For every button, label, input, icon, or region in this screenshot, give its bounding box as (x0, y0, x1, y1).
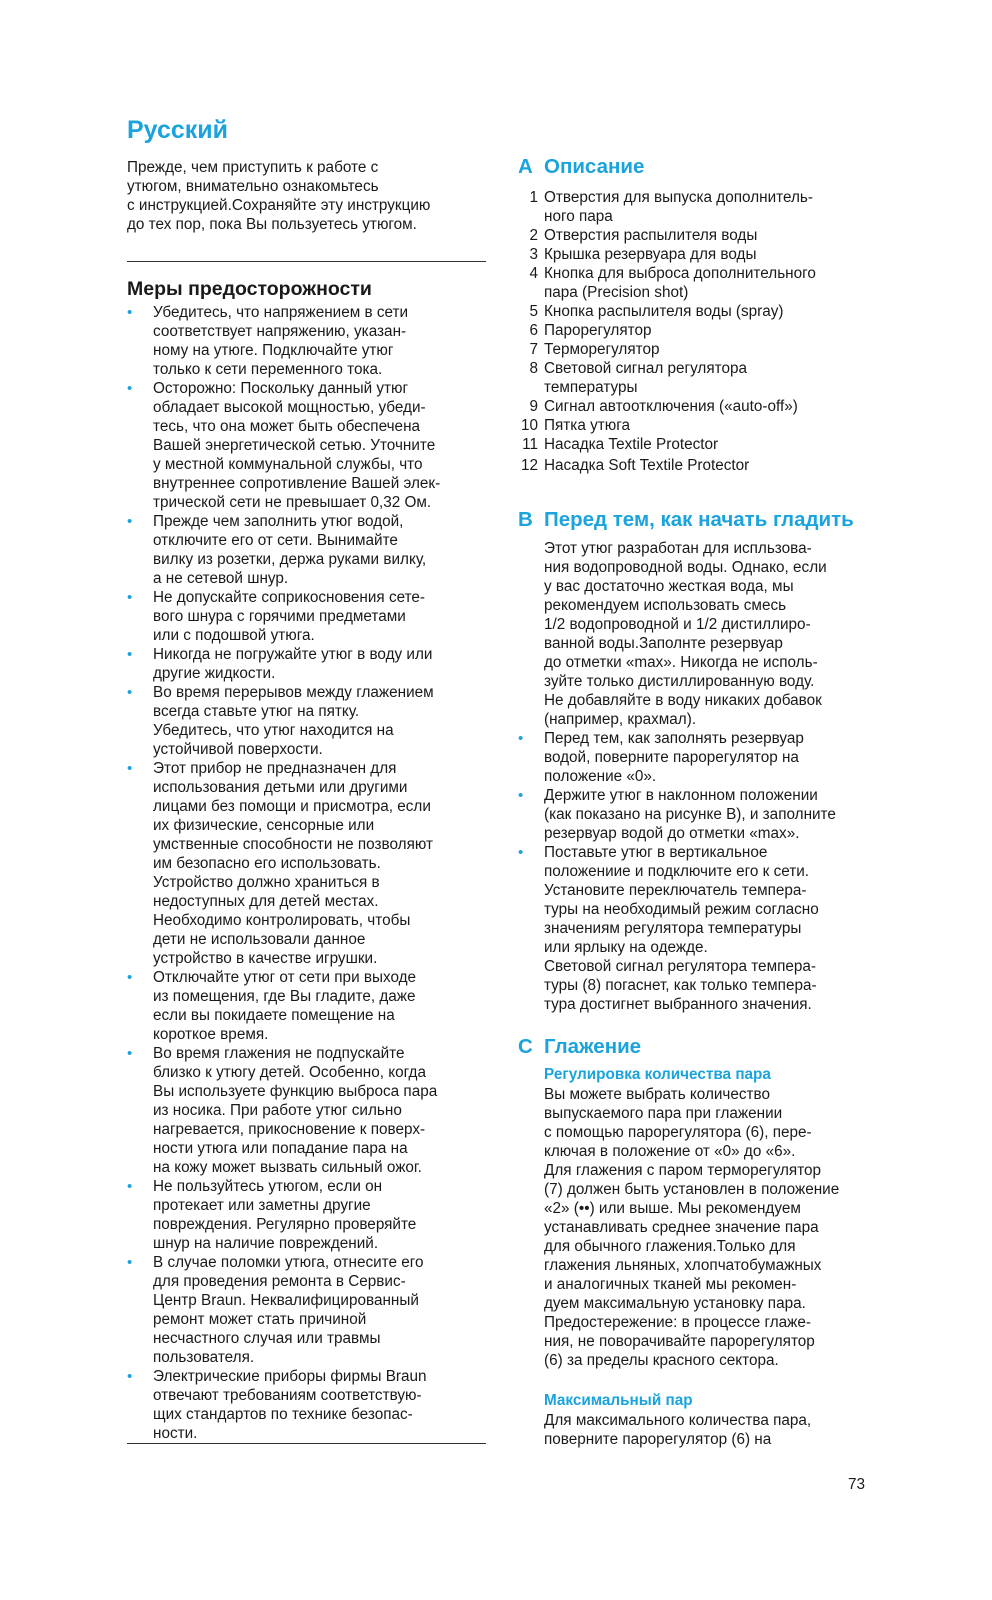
list-item: • Прежде чем заполнить утюг водой, отключите его от сети. Вынимайте вилку из розетки, держа руками вилку, а не сетевой шнур. (127, 513, 427, 587)
bullet-icon: • (127, 646, 133, 663)
list-item: • Убедитесь, что напряжением в сети соответствует напряжению, указан- ному на утюге. Подключайте утюг только к сети переменного тока. (127, 304, 409, 378)
description-list (518, 188, 888, 475)
precautions-list (127, 303, 487, 1443)
section-b-list (518, 729, 888, 1014)
list-item: 6 Парорегулятор (529, 322, 652, 339)
list-item: 4 Кнопка для выброса дополнительного пара (Precision shot) (529, 265, 816, 301)
list-item: 5 Кнопка распылителя воды (spray) (529, 303, 784, 320)
list-item: 3 Крышка резервуара для воды (529, 246, 757, 263)
list-item: • Перед тем, как заполнять резервуар водой, поверните парорегулятор на положение «0». (518, 730, 804, 785)
list-item: • Не допускайте соприкосновения сете- вого шнура с горячими предметами или с подошвой утюга. (127, 589, 426, 644)
bullet-icon: • (127, 760, 133, 777)
bullet-icon: • (127, 1045, 133, 1062)
divider-bottom (127, 1443, 486, 1444)
bullet-icon: • (127, 1368, 133, 1385)
precautions-title: Меры предосторожности (127, 278, 372, 300)
section-c-heading: C Глажение (518, 1035, 642, 1058)
divider-top (127, 261, 486, 262)
list-item: • Поставьте утюг в вертикальное положениие и подключите его к сети. Установите переключатель темпера- туры на необходимый режим согласно значениям регулятора температуры или ярлыку на одежде. Световой сигнал регулятора темпера- туры (8) погаснет, как только темпера- тура достигнет выбранного значения. (518, 844, 819, 1013)
section-b-heading: B Перед тем, как начать гладить (518, 508, 854, 531)
list-item: • Отключайте утюг от сети при выходе из помещения, где Вы гладите, даже если вы покидаете помещение на короткое время. (127, 969, 417, 1043)
list-item: • Электрические приборы фирмы Braun отвечают требованиям соответствую- щих стандартов по технике безопас- ности. (127, 1368, 427, 1442)
bullet-icon: • (127, 684, 133, 701)
bullet-icon: • (518, 787, 524, 804)
bullet-icon: • (518, 730, 524, 747)
steam-regulation-text: Вы можете выбрать количество выпускаемого пара при глажении с помощью парорегулятора (6), пере- ключая в положение от «0» до «6». Для глажения с паром терморегулятор (7) должен быть установлен в положение «2» (••) или выше. Мы рекомендуем устанавливать среднее значение пара для обычного глажения.Только для глажения льняных, хлопчатобумажных и аналогичных тканей мы рекомен- дуем максимальную установку пара. Предостережение: в процессе глаже- ния, не поворачивайте парорегулятор (6) за пределы красного сектора. (544, 1086, 840, 1369)
page-number: 73 (848, 1476, 866, 1493)
list-item: 2 Отверстия распылителя воды (529, 227, 758, 244)
bullet-icon: • (127, 589, 133, 606)
list-item: • Этот прибор не предназначен для использования детьми или другими лицами без помощи и присмотра, если их физические, сенсорные или умственные способности не позволяют им безопасно его использовать. Устройство должно храниться в недоступных для детей местах. Необходимо контролировать, чтобы дети не использовали данное устройство в качестве игрушки. (127, 760, 434, 967)
list-item: • Осторожно: Поскольку данный утюг обладает высокой мощностью, убеди- тесь, что она может быть обеспечена Вашей энергетической сетью. Уточните у местной коммунальной службы, что внутреннее сопротивление Вашей элек- трической сети не превышает 0,32 Ом. (127, 380, 441, 511)
bullet-icon: • (127, 304, 133, 321)
section-b-intro: Этот утюг разработан для испльзова- ния водопроводной воды. Однако, если у вас достаточно жесткая вода, мы рекомендуем использовать смесь 1/2 водопроводной и 1/2 дистиллиро- ванной воды.Заполнте резервуар до отметки «max». Никогда не исполь- зуйте только дистиллированную воду. Не добавляйте в воду никаких добавок (например, крахмал). (544, 540, 827, 728)
list-item: • Никогда не погружайте утюг в воду или другие жидкости. (127, 646, 433, 682)
bullet-icon: • (127, 969, 133, 986)
bullet-icon: • (518, 844, 524, 861)
bullet-icon: • (127, 1254, 133, 1271)
bullet-icon: • (127, 1178, 133, 1195)
bullet-icon: • (127, 380, 133, 397)
bullet-icon: • (127, 513, 133, 530)
list-item: 7 Терморегулятор (529, 341, 660, 358)
list-item: 1 Отверстия для выпуска дополнитель- ного пара (529, 189, 813, 225)
list-item: • Во время глажения не подпускайте близко к утюгу детей. Особенно, когда Вы используете функцию выброса пара из носика. При работе утюг сильно нагревается, прикосновение к поверх- ности утюга или попадание пара на на кожу может вызвать сильный ожог. (127, 1045, 438, 1176)
list-item: 12 Насадка Soft Textile Protector (520, 457, 750, 474)
list-item: • Не пользуйтесь утюгом, если он протекает или заметны другие повреждения. Регулярно проверяйте шнур на наличие повреждений. (127, 1178, 417, 1252)
language-title: Русский (127, 116, 229, 144)
list-item: 9 Сигнал автоотключения («auto-off») (529, 398, 798, 415)
list-item: • Во время перерывов между глажением всегда ставьте утюг на пятку. Убедитесь, что утюг находится на устойчивой поверхости. (127, 684, 434, 758)
max-steam-subtitle: Максимальный пар (544, 1392, 693, 1409)
list-item: • В случае поломки утюга, отнесите его для проведения ремонта в Сервис- Центр Braun. Неквалифицированный ремонт может стать причиной несчастного случая или травмы пользователя. (127, 1254, 424, 1366)
steam-regulation-subtitle: Регулировка количества пара (544, 1066, 771, 1083)
intro-paragraph: Прежде, чем приступить к работе с утюгом, внимательно ознакомьтесь с инструкцией.Сохраняйте эту инструкцию до тех пор, пока Вы пользуетесь утюгом. (127, 159, 431, 233)
list-item: • Держите утюг в наклонном положении (как показано на рисунке B), и заполните резервуар водой до отметки «max». (518, 787, 836, 842)
list-item: 8 Световой сигнал регулятора температуры (529, 360, 747, 396)
list-item: 11 Насадка Textile Protector (522, 436, 719, 453)
max-steam-text: Для максимального количества пара, поверните парорегулятор (6) на (544, 1412, 812, 1448)
section-a-heading: A Описание (518, 155, 645, 178)
list-item: 10 Пятка утюга (520, 417, 630, 434)
